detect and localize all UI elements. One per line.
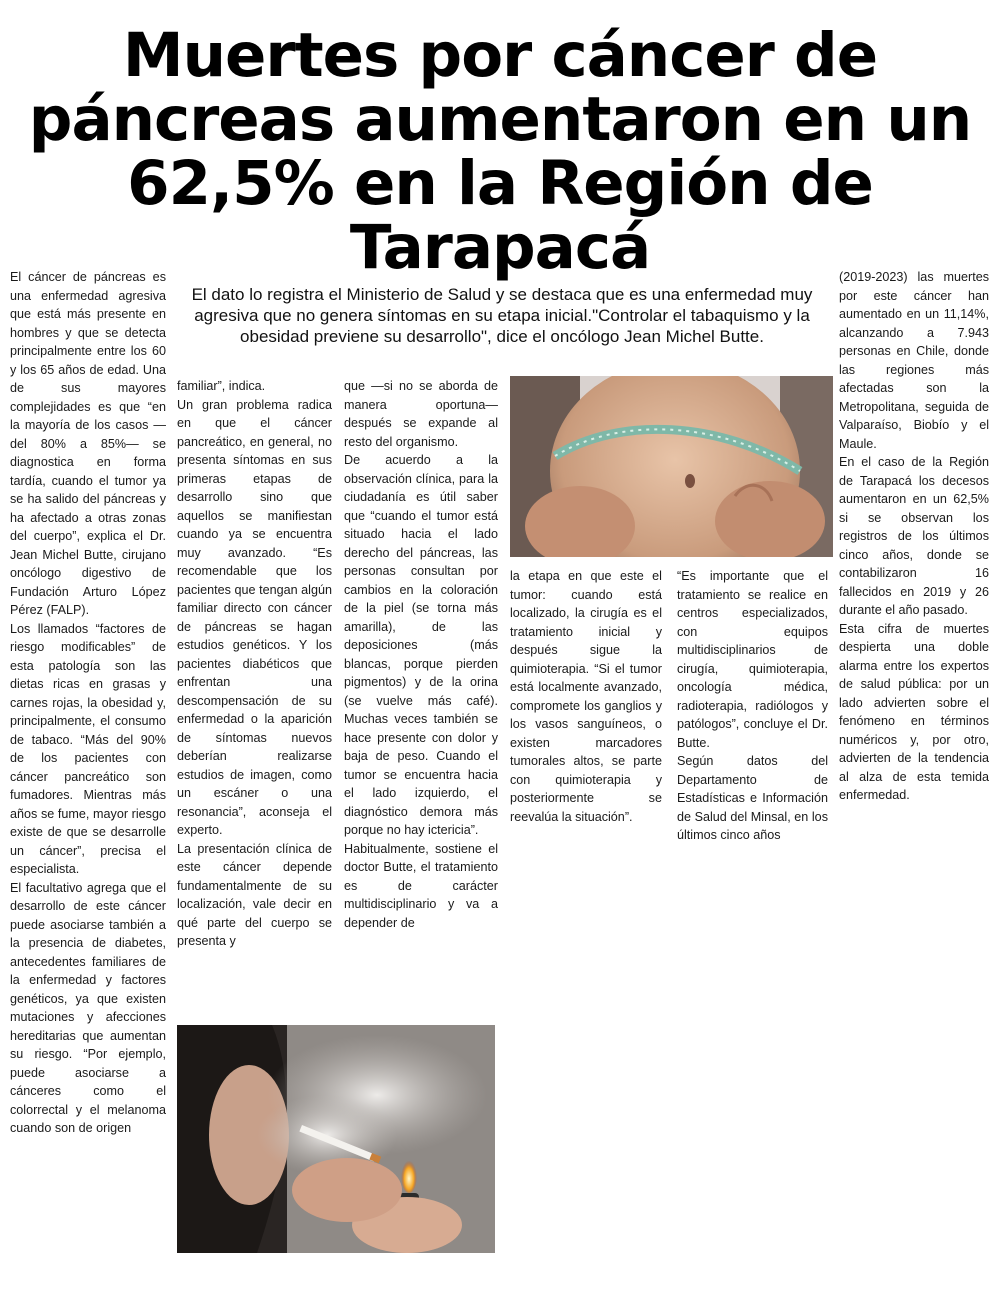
paragraph: El cáncer de páncreas es una enfermedad agresiva que está más presente en hombres y que se detecta principalmente entre los 60 y los 65 años de edad. Una de sus mayores complejidades es que “en la mayoría de los casos —del 80% a 85%— se diagnostica en forma tardía, cuando el tumor ya se ha salido del páncreas y ha afectado a otras zonas del cuerpo”, explica el Dr. Jean Michel Butte, cirujano oncólogo digestivo de Fundación Arturo López Pérez (FALP).	[10, 270, 166, 617]
paragraph: (2019-2023) las muertes por este cáncer han aumentado en un 11,14%, alcanzando a 7.943 personas en Chile, donde las regiones más afectadas son la Metropolitana, seguida de Valparaíso, Biobío y el Maule.	[839, 270, 989, 451]
paragraph: que —si no se aborda de manera oportuna— después se expande al resto del organismo.	[344, 379, 498, 449]
photo-person-lighting-cigarette	[177, 1025, 495, 1253]
paragraph: El facultativo agrega que el desarrollo de este cáncer puede asociarse también a la presencia de diabetes, antecedentes familiares de la enfermedad y factores genéticos, ya que existen mutaciones y afecciones hereditarias que aumentan su riesgo. “Por ejemplo, puede asociarse a cánceres como el colorrectal y el melanoma cuando son de origen	[10, 880, 166, 1135]
paragraph: Los llamados “factores de riesgo modificables” de esta patología son las dietas ricas en grasas y carnes rojas, la obesidad y, principalmente, el consumo de tabaco. “Más del 90% de los pacientes con cáncer pancreático son fumadores. Mientras más años se fume, mayor riesgo existe de que se desarrolle un cáncer”, precisa el especialista.	[10, 621, 166, 876]
paragraph: Esta cifra de muertes despierta una doble alarma entre los expertos de salud pública: por un lado advierten sobre el fenómeno en términos numéricos y, por otro, advierten de la tendencia al alza de esta temida enfermedad.	[839, 621, 989, 802]
headline: Muertes por cáncer de páncreas aumentaron en un 62,5% en la Región de Tarapacá	[28, 20, 972, 283]
smoker-photo-illustration	[177, 1025, 495, 1253]
article-column-5	[677, 567, 828, 845]
article-column-4	[510, 567, 662, 826]
article-column-6	[839, 268, 989, 805]
article-column-1	[10, 268, 166, 1138]
paragraph: familiar”, indica.	[177, 379, 266, 393]
article-column-3	[344, 377, 498, 932]
paragraph: Habitualmente, sostiene el doctor Butte, el tratamiento es de carácter multidisciplinario y va a depender de	[344, 841, 498, 930]
belly-photo-illustration	[510, 376, 833, 557]
paragraph: “Es importante que el tratamiento se realice en centros especializados, con equipos multidisciplinarios de cirugía, quimioterapia, oncología médica, radioterapia, radiólogos y patólogos”, concluye el Dr. Butte.	[677, 569, 828, 750]
paragraph: De acuerdo a la observación clínica, para la ciudadanía es útil saber que “cuando el tumor está situado hacia el lado derecho del páncreas, las personas consultan por cambios en la coloración de la piel (se torna más amarilla), de las deposiciones (más blancas, porque pierden pigmentos) y de la orina (se vuelve más café). Muchas veces también se hace presente con dolor y baja de peso. Cuando el tumor se encuentra hacia el lado izquierdo, el diagnóstico demora más porque no hay ictericia”.	[344, 453, 498, 837]
paragraph: En el caso de la Región de Tarapacá los decesos aumentaron en un 62,5% si se observan los registros de los últimos cinco años, donde se contabilizaron 16 fallecidos en 2019 y 26 durante el año pasado.	[839, 455, 989, 617]
paragraph: La presentación clínica de este cáncer depende fundamentalmente de su localización, vale decir en qué parte del cuerpo se presenta y	[177, 841, 332, 948]
photo-belly-measuring-tape	[510, 376, 833, 557]
paragraph: la etapa en que este el tumor: cuando está localizado, la cirugía es el tratamiento inicial y después sigue la quimioterapia. “Si el tumor está localmente avanzado, compromete los ganglios y los vasos sanguíneos, o existen marcadores tumorales altos, se parte con quimioterapia y posteriormente se reevalúa la situación”.	[510, 569, 662, 824]
article-column-2	[177, 377, 332, 951]
subhead: El dato lo registra el Ministerio de Salud y se destaca que es una enfermedad muy agresiva que no genera síntomas en su etapa inicial."Controlar el tabaquismo y la obesidad previene su desarrollo", dice el oncólogo Jean Michel Butte.	[191, 285, 813, 346]
paragraph: Según datos del Departamento de Estadísticas e Información de Salud del Minsal, en los últimos cinco años	[677, 754, 828, 842]
paragraph: Un gran problema radica en que el cáncer pancreático, en general, no presenta síntomas en sus primeras etapas de desarrollo sino que aquellos se manifiestan cuando ya se encuentra muy avanzado. “Es recomendable que los pacientes que tengan algún familiar directo con cáncer de páncreas se hagan estudios genéticos. Y los pacientes diabéticos que enfrentan una descompensación de su enfermedad o la aparición de síntomas nuevos deberían realizarse estudios de imagen, como un escáner o una resonancia”, aconseja el experto.	[177, 397, 332, 837]
